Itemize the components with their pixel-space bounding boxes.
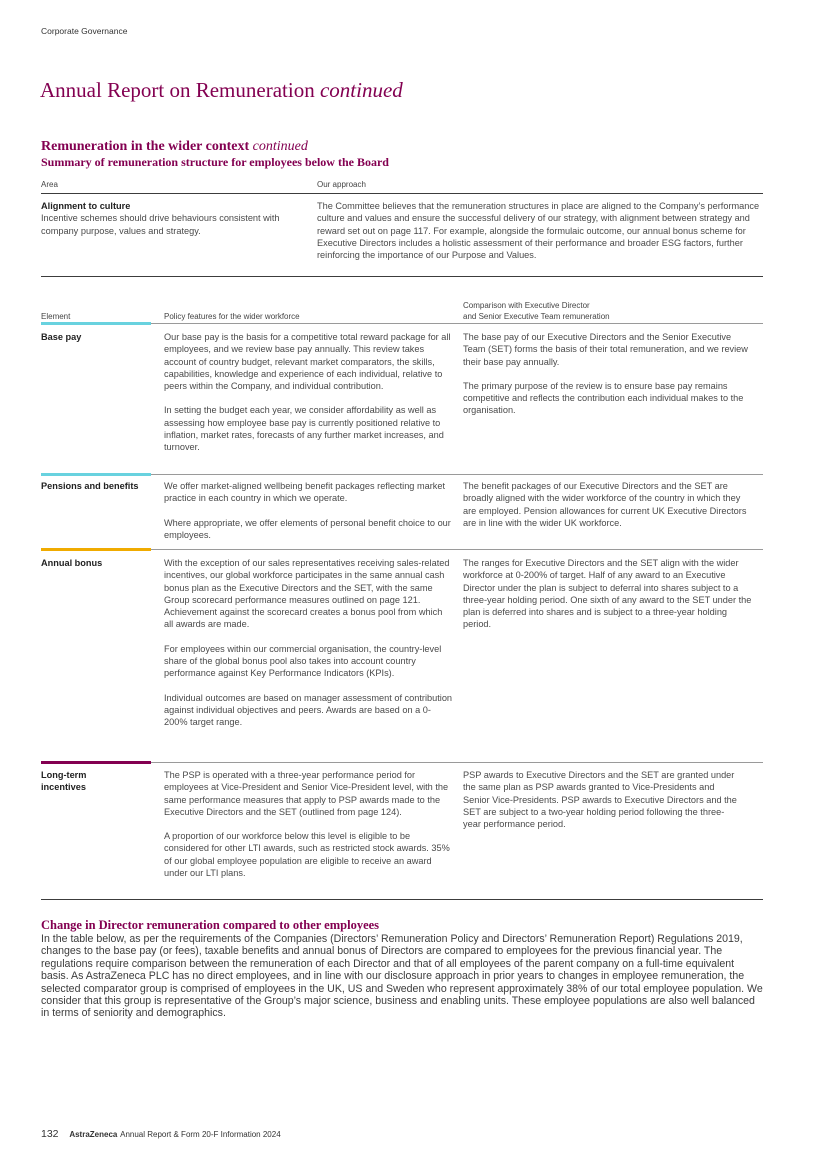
policy-paragraph: With the exception of our sales representatives receiving sales-related incentives, our global workforce participates in the same annual cash bonus plan as the Executive Directors and the SET, with the same Group scorecard performance measures outlined on page 121. Achievement against the scorecard creates a bonus pool from which all awards are made. xyxy=(164,558,450,630)
area-cell xyxy=(41,200,303,237)
footer-brand: AstraZeneca xyxy=(69,1130,118,1139)
table-bottom-rule xyxy=(41,899,763,900)
comparison-paragraph: PSP awards to Executive Directors and the SET are granted under the same plan as PSP awards granted to Vice-Presidents and Senior Vice-Presidents. PSP awards to Executive Directors and the SET are subject to a two-year holding period following the three-year performance period. xyxy=(463,770,737,830)
comparison-header-line2: and Senior Executive Team remuneration xyxy=(463,312,610,321)
comparison-header-line1: Comparison with Executive Director xyxy=(463,301,590,310)
comparison-paragraph: The primary purpose of the review is to ensure base pay remains competitive and reflects the contribution each individual makes to the organisation. xyxy=(463,380,744,416)
row-label-lti: Long-term incentives xyxy=(41,770,87,793)
change-section-title: Change in Director remuneration compared to other employees xyxy=(41,918,380,932)
row-label-annual-bonus: Annual bonus xyxy=(41,558,103,568)
row-policy-pensions xyxy=(164,480,454,553)
row-comparison-annual-bonus xyxy=(463,557,755,643)
element-header: Element xyxy=(41,312,71,321)
area-header: Area xyxy=(41,180,58,189)
row-label-pensions: Pensions and benefits xyxy=(41,481,139,491)
context-title xyxy=(41,139,308,155)
context-subtitle: Summary of remuneration structure for employees below the Board xyxy=(41,155,389,169)
area-bottom-rule xyxy=(41,276,763,277)
footer xyxy=(41,1128,281,1140)
context-title-suffix: continued xyxy=(252,139,308,154)
row-policy-lti xyxy=(164,769,454,891)
policy-paragraph: For employees within our commercial organisation, the country-level share of the global bonus pool also takes into account country performance against Key Performance Indicators (KPIs). xyxy=(164,643,442,679)
row-policy-base-pay xyxy=(164,331,454,466)
row-label-base-pay: Base pay xyxy=(41,332,82,342)
area-header-rule xyxy=(41,193,763,194)
context-title-main: Remuneration in the wider context xyxy=(41,139,250,154)
policy-paragraph: Where appropriate, we offer elements of personal benefit choice to our employees. xyxy=(164,517,451,540)
comparison-paragraph: The base pay of our Executive Directors and the Senior Executive Team (SET) forms the basis of their total remuneration, and we review their base pay annually. xyxy=(463,332,748,367)
policy-paragraph: A proportion of our workforce below this level is eligible to be considered for other LTI awards, such as restricted stock awards. 35% of our global employee population are eligible to receive an award under our LTI plans. xyxy=(164,831,450,879)
row-comparison-lti xyxy=(463,769,739,842)
page-number: 132 xyxy=(41,1128,59,1140)
comparison-header xyxy=(463,300,610,322)
row-accent-lti xyxy=(41,761,151,764)
policy-paragraph: The PSP is operated with a three-year performance period for employees at Vice-President and Senior Vice-President level, with the same performance measures that apply to PSP awards made to the Executive Directors and the SET (outlined from page 124). xyxy=(164,770,449,817)
row-accent-annual-bonus xyxy=(41,548,151,551)
policy-paragraph: Our base pay is the basis for a competitive total reward package for all employees, and we review base pay annually. This review takes account of country budget, relevant market comparators, the skills, capabilities, knowledge and experience of each individual, relative to peers within the Company, and individual contribution. xyxy=(164,332,451,392)
area-desc: Incentive schemes should drive behaviours consistent with company purpose, values and strategy. xyxy=(41,213,280,236)
row-policy-annual-bonus xyxy=(164,557,454,741)
section-label: Corporate Governance xyxy=(41,26,128,36)
comparison-paragraph: The benefit packages of our Executive Directors and the SET are broadly aligned with the wider workforce of the country in which they are employed. Pension allowances for current UK Executive Directors are in line with the wider UK workforce. xyxy=(463,481,747,528)
approach-header: Our approach xyxy=(317,180,366,189)
area-title: Alignment to culture xyxy=(41,201,131,211)
page-title-suffix: continued xyxy=(319,78,403,102)
comparison-paragraph: The ranges for Executive Directors and the SET align with the wider workforce at 0-200% of target. Half of any award to an Executive Director under the plan is subject to deferral into shares subject to a three-year holding period. One sixth of any award to the SET under the plan is deferred into shares and is subject to a three-year holding period. xyxy=(463,558,752,630)
change-section-body: In the table below, as per the requirements of the Companies (Directors’ Remuneration Policy and Directors’ Remuneration Report) Regulations 2019, changes to the base pay (or fees), taxable benefits and annual bonus of Directors are compared to employees for the previous financial year. The regulations require comparison between the remuneration of each Director and that of all employees of the parent company on a full-time equivalent basis. As AstraZeneca PLC has no direct employees, and in line with our disclosure approach in prior years to changes in employee remuneration, the selected comparator group is comprised of employees in the UK, US and Sweden who represent approximately 38% of our total employee population. We consider that this group is representative of the Group’s major science, business and enabling units. These employee populations are also well balanced in terms of seniority and demographics. xyxy=(41,933,763,1020)
policy-header: Policy features for the wider workforce xyxy=(164,312,300,321)
row-comparison-base-pay xyxy=(463,331,755,429)
row-accent-base-pay xyxy=(41,322,151,325)
page-title-main: Annual Report on Remuneration xyxy=(40,78,315,102)
row-accent-pensions xyxy=(41,473,151,476)
row-comparison-pensions xyxy=(463,480,755,541)
footer-doc-title: Annual Report & Form 20-F Information 2024 xyxy=(120,1130,281,1139)
policy-paragraph: We offer market-aligned wellbeing benefit packages reflecting market practice in each country in which we operate. xyxy=(164,481,446,504)
policy-paragraph: In setting the budget each year, we consider affordability as well as assessing how employee base pay is currently positioned relative to inflation, market rates, forecasts of any further market increases, and turnover. xyxy=(164,405,444,453)
approach-cell: The Committee believes that the remuneration structures in place are aligned to the Company’s performance culture and values and ensure the successful delivery of our strategy, with alignment between strategy and reward set out on page 117. For example, alongside the formulaic outcome, our annual bonus scheme for Executive Directors includes a holistic assessment of their performance and broader ESG factors, further reinforcing the importance of our Purpose and Values. xyxy=(317,201,760,261)
page-title xyxy=(40,78,403,103)
policy-paragraph: Individual outcomes are based on manager assessment of contribution against individual objectives and peers. Awards are based on a 0-200% target range. xyxy=(164,692,453,728)
